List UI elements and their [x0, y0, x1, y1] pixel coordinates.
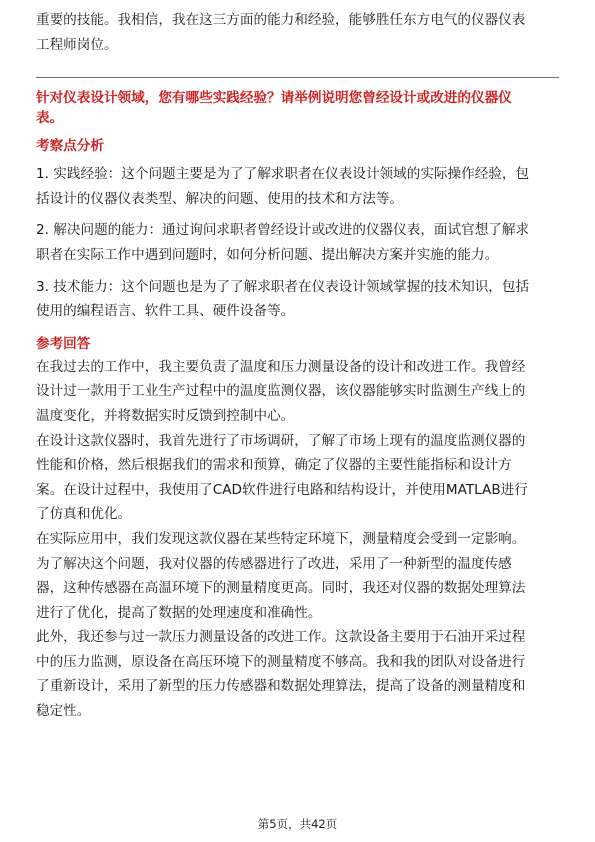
answer-paragraph: [36, 527, 559, 625]
answer-line: 在设计这款仪器时，我首先进行了市场调研，了解了市场上现有的温度监测仪器的: [36, 432, 526, 449]
analysis-line: 职者在实际工作中遇到问题时，如何分析问题、提出解决方案并实施的能力。: [36, 246, 499, 263]
answer-line: 稳定性。: [36, 703, 91, 720]
answer-line: 为了解决这个问题，我对仪器的传感器进行了改进，采用了一种新型的温度传感: [36, 555, 512, 572]
analysis-line: 括设计的仪器仪表类型、解决的问题、使用的技术和方法等。: [36, 190, 404, 207]
answer-line: 中的压力监测，原设备在高压环境下的测量精度不够高。我和我的团队对设备进行: [36, 653, 526, 670]
answer-line: 性能和价格，然后根据我们的需求和预算，确定了仪器的主要性能指标和设计方: [36, 457, 512, 474]
intro-line: 工程师岗位。: [36, 36, 118, 53]
section-divider: [36, 77, 559, 78]
analysis-list: [36, 162, 559, 324]
answer-line: 设计过一款用于工业生产过程中的温度监测仪器，该仪器能够实时监测生产线上的: [36, 383, 526, 400]
analysis-line: 使用的编程语言、软件工具、硬件设备等。: [36, 303, 295, 320]
answer-paragraph: [36, 355, 559, 429]
answer-title: 参考回答: [36, 335, 91, 352]
answer-line: 案。在设计过程中，我使用了CAD软件进行电路和结构设计，并使用MATLAB进行: [36, 481, 528, 498]
answer-line: 进行了优化，提高了数据的处理速度和准确性。: [36, 604, 322, 621]
analysis-item: [36, 275, 559, 324]
analysis-line: 1. 实践经验：这个问题主要是为了了解求职者在仪表设计领域的实际操作经验，包: [36, 166, 530, 183]
intro-line: 重要的技能。我相信，我在这三方面的能力和经验，能够胜任东方电气的仪器仪表: [36, 12, 526, 28]
answer-paragraph: [36, 625, 559, 723]
answer-line: 在我过去的工作中，我主要负责了温度和压力测量设备的设计和改进工作。我曾经: [36, 358, 526, 375]
analysis-title: 考察点分析: [36, 138, 104, 155]
answer-body: [36, 355, 559, 724]
analysis-item: [36, 218, 559, 267]
answer-line: 此外，我还参与过一款压力测量设备的改进工作。这款设备主要用于石油开采过程: [36, 629, 526, 646]
answer-line: 了仿真和优化。: [36, 506, 132, 523]
answer-line: 器，这种传感器在高温环境下的测量精度更高。同时，我还对仪器的数据处理算法: [36, 580, 526, 597]
document-page: [36, 0, 559, 724]
answer-line: 了重新设计，采用了新型的压力传感器和数据处理算法，提高了设备的测量精度和: [36, 678, 526, 695]
page-number: 第5页，共42页: [257, 817, 338, 831]
question-line: 针对仪表设计领域，您有哪些实践经验？请举例说明您曾经设计或改进的仪器仪: [36, 90, 512, 107]
answer-paragraph: [36, 429, 559, 527]
analysis-line: 3. 技术能力：这个问题也是为了了解求职者在仪表设计领域掌握的技术知识，包括: [36, 278, 530, 295]
question-line: 表。: [36, 109, 64, 126]
intro-paragraph: [36, 8, 559, 57]
question-heading: [36, 89, 559, 128]
answer-line: 温度变化，并将数据实时反馈到控制中心。: [36, 407, 295, 424]
answer-line: 在实际应用中，我们发现这款仪器在某些特定环境下，测量精度会受到一定影响。: [36, 530, 526, 547]
analysis-line: 2. 解决问题的能力：通过询问求职者曾经设计或改进的仪器仪表，面试官想了解求: [36, 222, 530, 239]
analysis-item: [36, 162, 559, 211]
